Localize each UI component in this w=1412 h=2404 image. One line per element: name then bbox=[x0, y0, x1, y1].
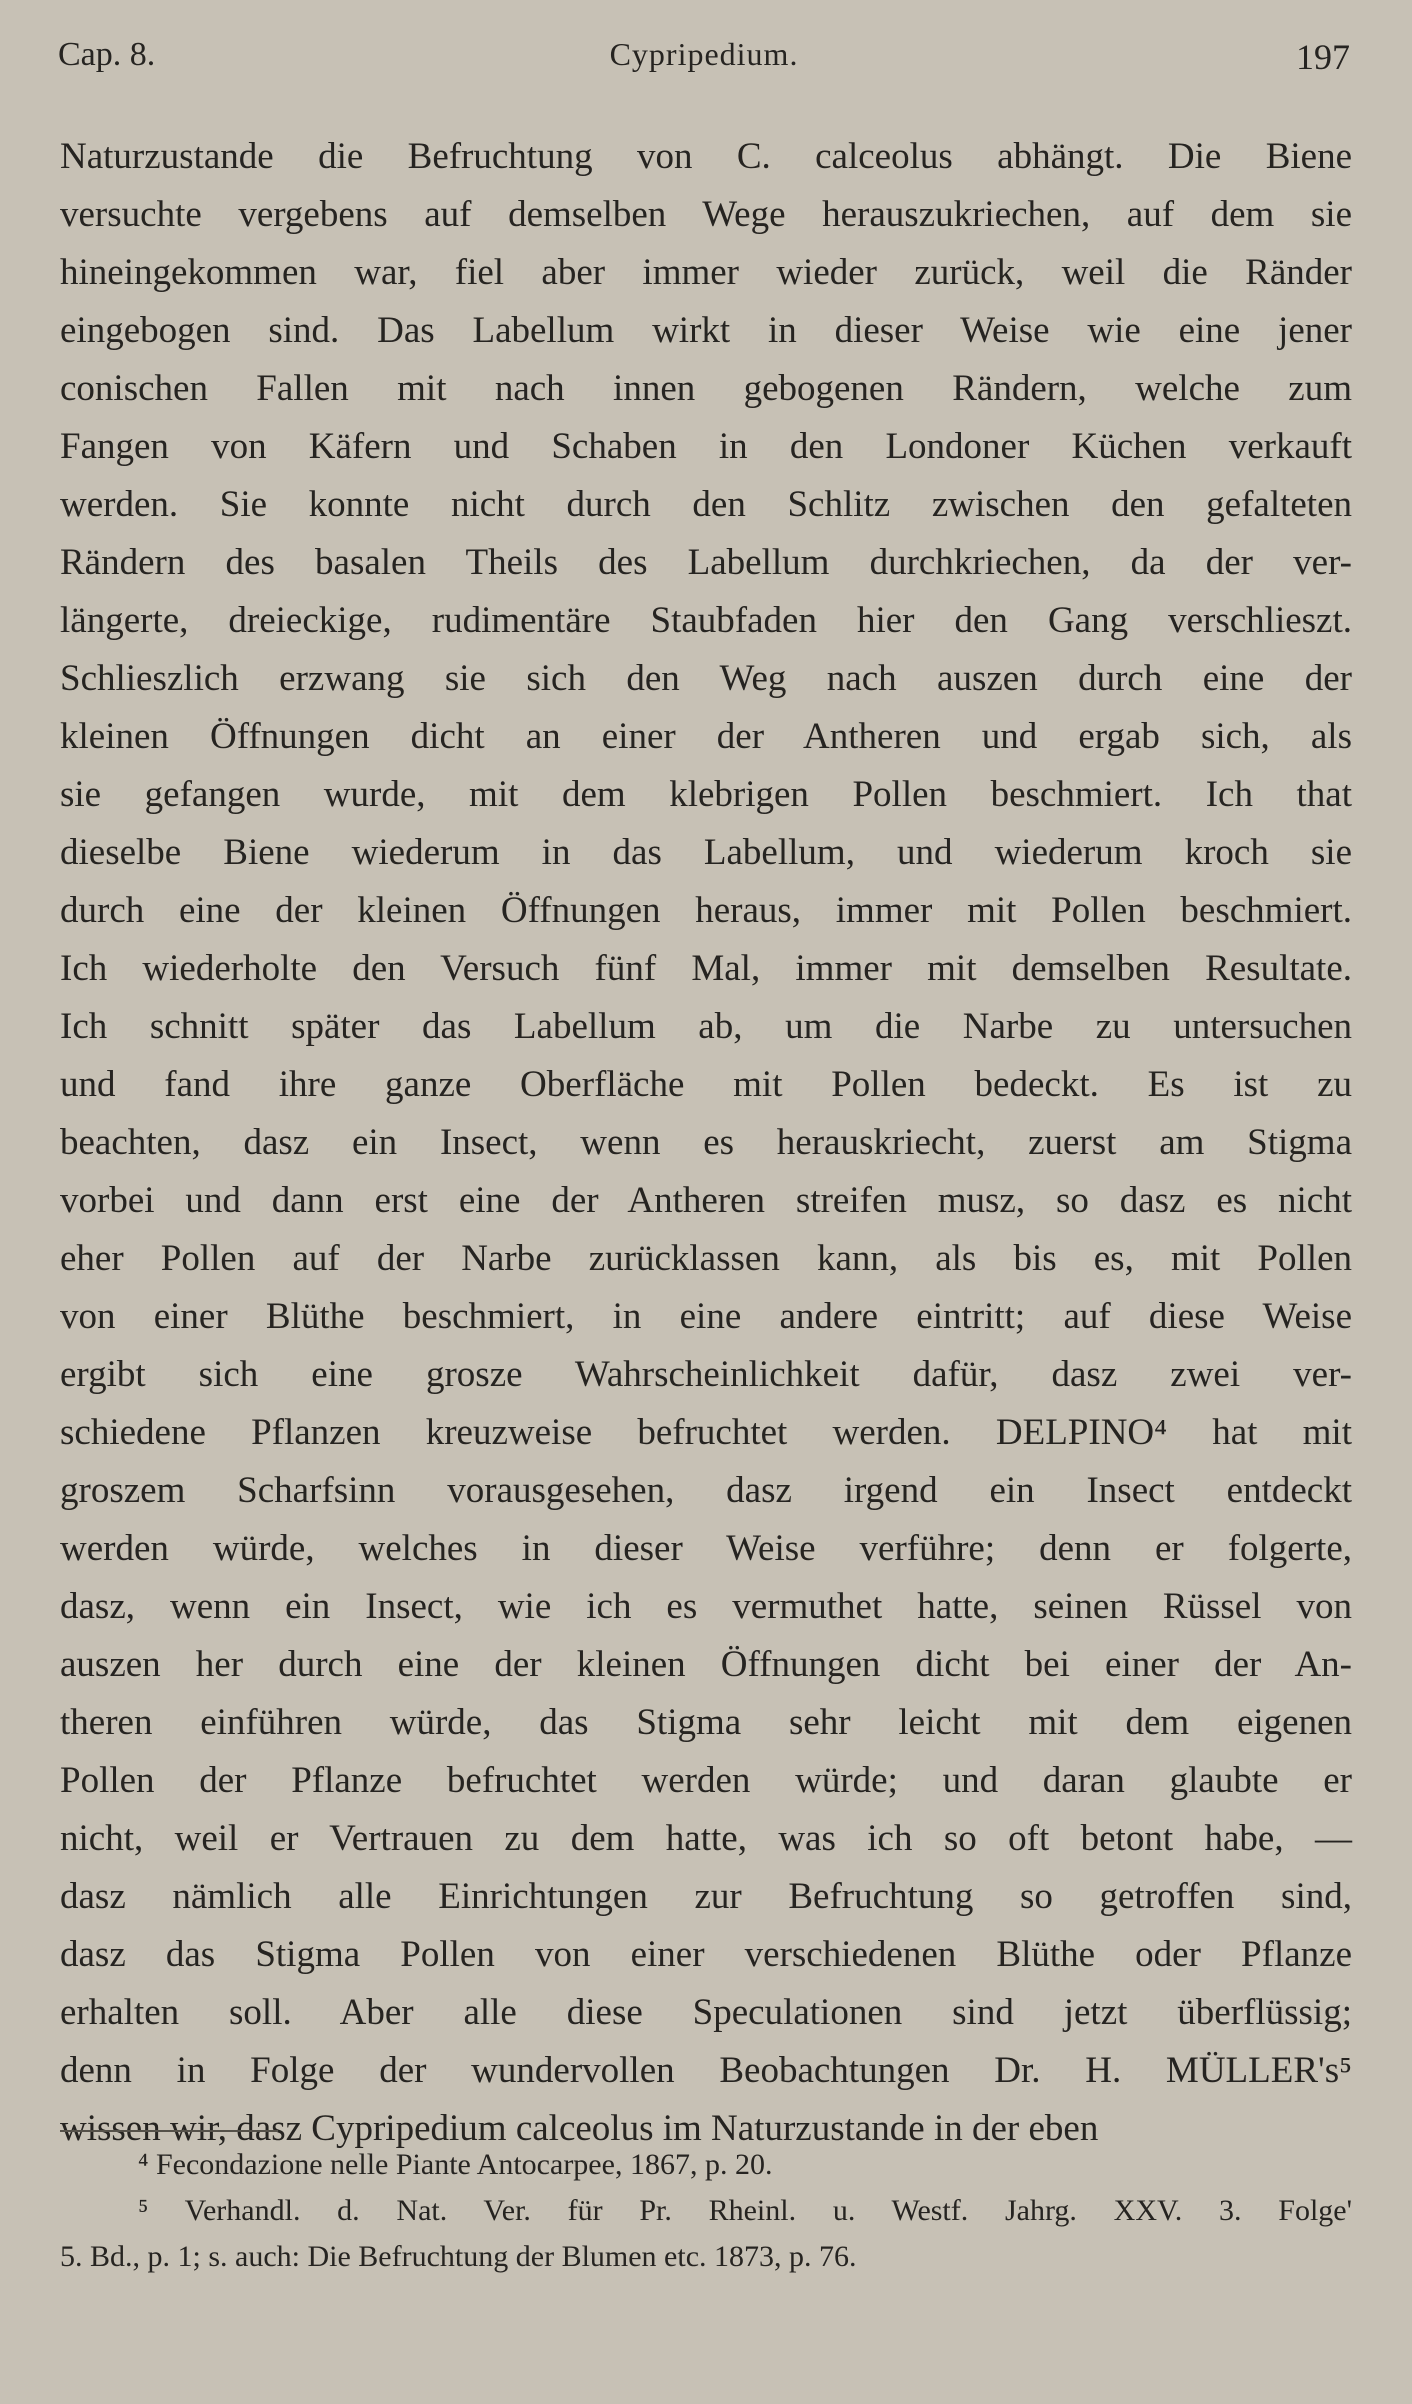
body-line: werden. Sie konnte nicht durch den Schlitz zwischen den gefalteten bbox=[60, 484, 1352, 525]
body-line: vorbei und dann erst eine der Antheren streifen musz, so dasz es nicht bbox=[60, 1180, 1352, 1221]
footnote-5: ⁵ Verhandl. d. Nat. Ver. für Pr. Rheinl. u. Westf. Jahrg. XXV. 3. Folge' bbox=[138, 2194, 1352, 2227]
body-line: sie gefangen wurde, mit dem klebrigen Pollen beschmiert. Ich that bbox=[60, 774, 1352, 815]
body-line: denn in Folge der wundervollen Beobachtungen Dr. H. MÜLLER's⁵ bbox=[60, 2050, 1352, 2091]
body-line: dasz, wenn ein Insect, wie ich es vermuthet hatte, seinen Rüssel von bbox=[60, 1586, 1352, 1627]
body-line: Fangen von Käfern und Schaben in den Londoner Küchen verkauft bbox=[60, 426, 1352, 467]
body-line: hineingekommen war, fiel aber immer wieder zurück, weil die Ränder bbox=[60, 252, 1352, 293]
body-line: kleinen Öffnungen dicht an einer der Antheren und ergab sich, als bbox=[60, 716, 1352, 757]
body-line: erhalten soll. Aber alle diese Speculationen sind jetzt überflüssig; bbox=[60, 1992, 1352, 2033]
body-line: dasz das Stigma Pollen von einer verschiedenen Blüthe oder Pflanze bbox=[60, 1934, 1352, 1975]
body-line: groszem Scharfsinn vorausgesehen, dasz irgend ein Insect entdeckt bbox=[60, 1470, 1352, 1511]
body-line: auszen her durch eine der kleinen Öffnungen dicht bei einer der An- bbox=[60, 1644, 1352, 1685]
body-line: schiedene Pflanzen kreuzweise befruchtet werden. DELPINO⁴ hat mit bbox=[60, 1412, 1352, 1453]
running-header bbox=[58, 36, 1350, 80]
body-line: Ich schnitt später das Labellum ab, um die Narbe zu untersuchen bbox=[60, 1006, 1352, 1047]
body-line: durch eine der kleinen Öffnungen heraus, immer mit Pollen beschmiert. bbox=[60, 890, 1352, 931]
body-line: ergibt sich eine grosze Wahrscheinlichkeit dafür, dasz zwei ver- bbox=[60, 1354, 1352, 1395]
body-line: Schlieszlich erzwang sie sich den Weg nach auszen durch eine der bbox=[60, 658, 1352, 699]
body-line: Pollen der Pflanze befruchtet werden würde; und daran glaubte er bbox=[60, 1760, 1352, 1801]
running-title: Cypripedium. bbox=[609, 36, 799, 72]
body-line: beachten, dasz ein Insect, wenn es herauskriecht, zuerst am Stigma bbox=[60, 1122, 1352, 1163]
body-line: conischen Fallen mit nach innen gebogenen Rändern, welche zum bbox=[60, 368, 1352, 409]
body-line: nicht, weil er Vertrauen zu dem hatte, was ich so oft betont habe, — bbox=[60, 1818, 1352, 1859]
footnotes bbox=[60, 2142, 1352, 2280]
body-line: dieselbe Biene wiederum in das Labellum, und wiederum kroch sie bbox=[60, 832, 1352, 873]
footnote-5-continued: 5. Bd., p. 1; s. auch: Die Befruchtung der Blumen etc. 1873, p. 76. bbox=[60, 2240, 857, 2273]
footnote-divider bbox=[60, 2130, 278, 2132]
body-line: von einer Blüthe beschmiert, in eine andere eintritt; auf diese Weise bbox=[60, 1296, 1352, 1337]
page-number: 197 bbox=[1296, 37, 1350, 77]
body-line: versuchte vergebens auf demselben Wege herauszukriechen, auf dem sie bbox=[60, 194, 1352, 235]
body-line: Naturzustande die Befruchtung von C. calceolus abhängt. Die Biene bbox=[60, 136, 1352, 177]
body-line: dasz nämlich alle Einrichtungen zur Befruchtung so getroffen sind, bbox=[60, 1876, 1352, 1917]
body-line: wissen wir, dasz Cypripedium calceolus im Naturzustande in der eben bbox=[60, 2108, 1099, 2149]
body-line: werden würde, welches in dieser Weise verführe; denn er folgerte, bbox=[60, 1528, 1352, 1569]
body-line: eher Pollen auf der Narbe zurücklassen kann, als bis es, mit Pollen bbox=[60, 1238, 1352, 1279]
body-line: und fand ihre ganze Oberfläche mit Pollen bedeckt. Es ist zu bbox=[60, 1064, 1352, 1105]
body-line: Ich wiederholte den Versuch fünf Mal, immer mit demselben Resultate. bbox=[60, 948, 1352, 989]
body-text bbox=[60, 128, 1352, 2158]
body-line: eingebogen sind. Das Labellum wirkt in dieser Weise wie eine jener bbox=[60, 310, 1352, 351]
body-line: Rändern des basalen Theils des Labellum durchkriechen, da der ver- bbox=[60, 542, 1352, 583]
body-line: längerte, dreieckige, rudimentäre Staubfaden hier den Gang verschlieszt. bbox=[60, 600, 1352, 641]
body-line: theren einführen würde, das Stigma sehr leicht mit dem eigenen bbox=[60, 1702, 1352, 1743]
footnote-4: ⁴ Fecondazione nelle Piante Antocarpee, 1867, p. 20. bbox=[138, 2148, 773, 2181]
chapter-label: Cap. 8. bbox=[58, 36, 156, 73]
